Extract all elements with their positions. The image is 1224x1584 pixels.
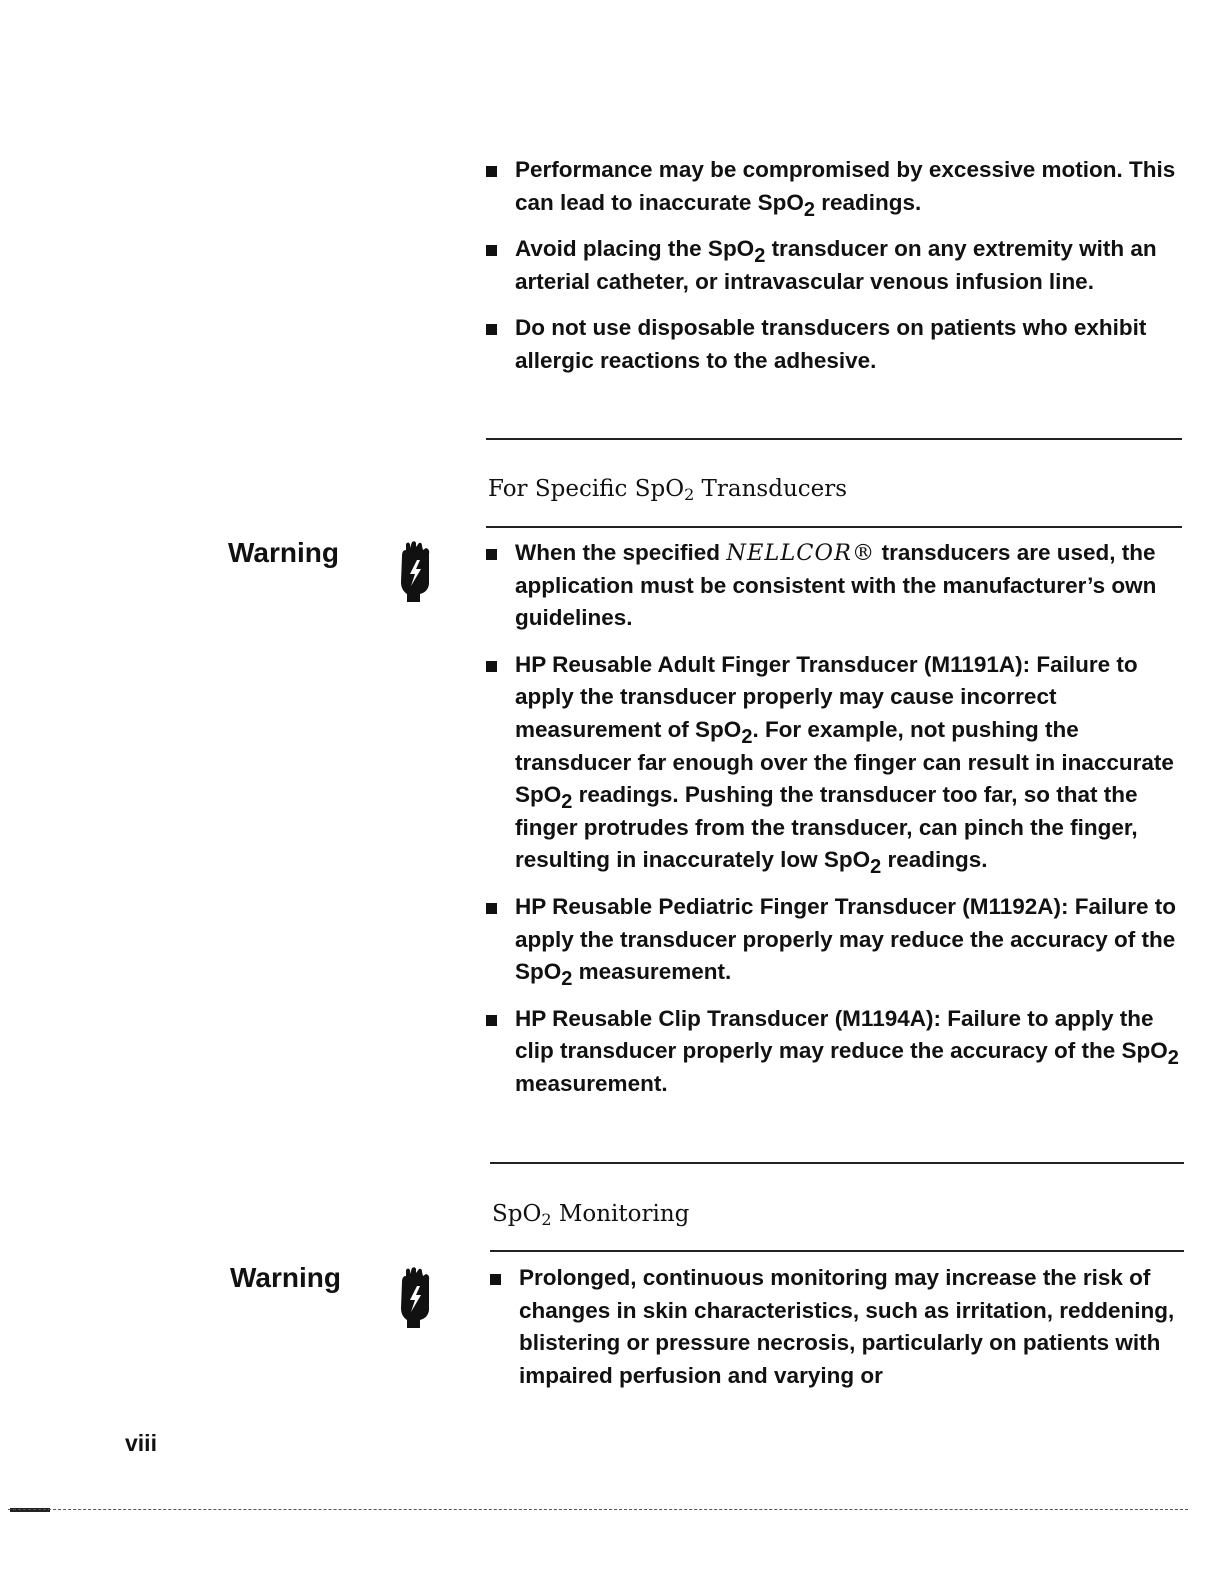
bullet-icon xyxy=(486,661,497,672)
warning-hand-icon xyxy=(398,1266,432,1330)
page-number: viii xyxy=(125,1430,157,1456)
list-item: HP Reusable Adult Finger Transducer (M1191A): Failure to apply the transducer properly may cause incorrect measurement of SpO$_2$. For example, not pushing the transducer far enough over the finger can result in inaccurate SpO$_2$ readings. Pushing the transducer too far, so that the finger protrudes from the transducer, can pinch the finger, resulting in inaccurately low SpO$_2$ readings. xyxy=(484,649,1184,877)
bullet-icon xyxy=(486,324,497,335)
warning-label: Warning xyxy=(230,1262,341,1293)
list-item: Avoid placing the SpO$_2$ transducer on any extremity with an arterial catheter, or intravascular venous infusion line. xyxy=(484,233,1184,298)
bullet-icon xyxy=(490,1274,501,1285)
bullet-icon xyxy=(486,1015,497,1026)
warning-list xyxy=(488,1262,1188,1406)
section-heading: SpO$_2$ Monitoring xyxy=(492,1201,690,1229)
nellcor-brand: NELLCOR® xyxy=(726,540,876,566)
list-item: HP Reusable Pediatric Finger Transducer (M1192A): Failure to apply the transducer properly may reduce the accuracy of the SpO$_2$ measurement. xyxy=(484,891,1184,989)
list-item: When the specified NELLCOR® transducers are used, the application must be consistent with the manufacturer’s own guidelines. xyxy=(484,537,1184,635)
bullet-icon xyxy=(486,166,497,177)
warning-list xyxy=(484,537,1184,1115)
bullet-icon xyxy=(486,245,497,256)
section-divider xyxy=(490,1162,1184,1164)
warning-hand-icon xyxy=(398,540,432,604)
scan-edge-line xyxy=(8,1509,1188,1510)
section-divider xyxy=(486,526,1182,528)
bullet-icon xyxy=(486,549,497,560)
top-bullet-list xyxy=(484,154,1184,392)
list-item: Prolonged, continuous monitoring may increase the risk of changes in skin characteristics, such as irritation, reddening, blistering or pressure necrosis, particularly on patients with impaired perfusion and varying or xyxy=(488,1262,1188,1392)
warning-label: Warning xyxy=(228,537,339,568)
list-item: Do not use disposable transducers on patients who exhibit allergic reactions to the adhesive. xyxy=(484,312,1184,377)
section-divider xyxy=(490,1250,1184,1252)
section-heading: For Specific SpO$_2$ Transducers xyxy=(488,476,848,504)
bullet-icon xyxy=(486,903,497,914)
section-divider xyxy=(486,438,1182,440)
list-item: HP Reusable Clip Transducer (M1194A): Failure to apply the clip transducer properly may reduce the accuracy of the SpO$_2$ measurement. xyxy=(484,1003,1184,1101)
list-item: Performance may be compromised by excessive motion. This can lead to inaccurate SpO$_2$ readings. xyxy=(484,154,1184,219)
